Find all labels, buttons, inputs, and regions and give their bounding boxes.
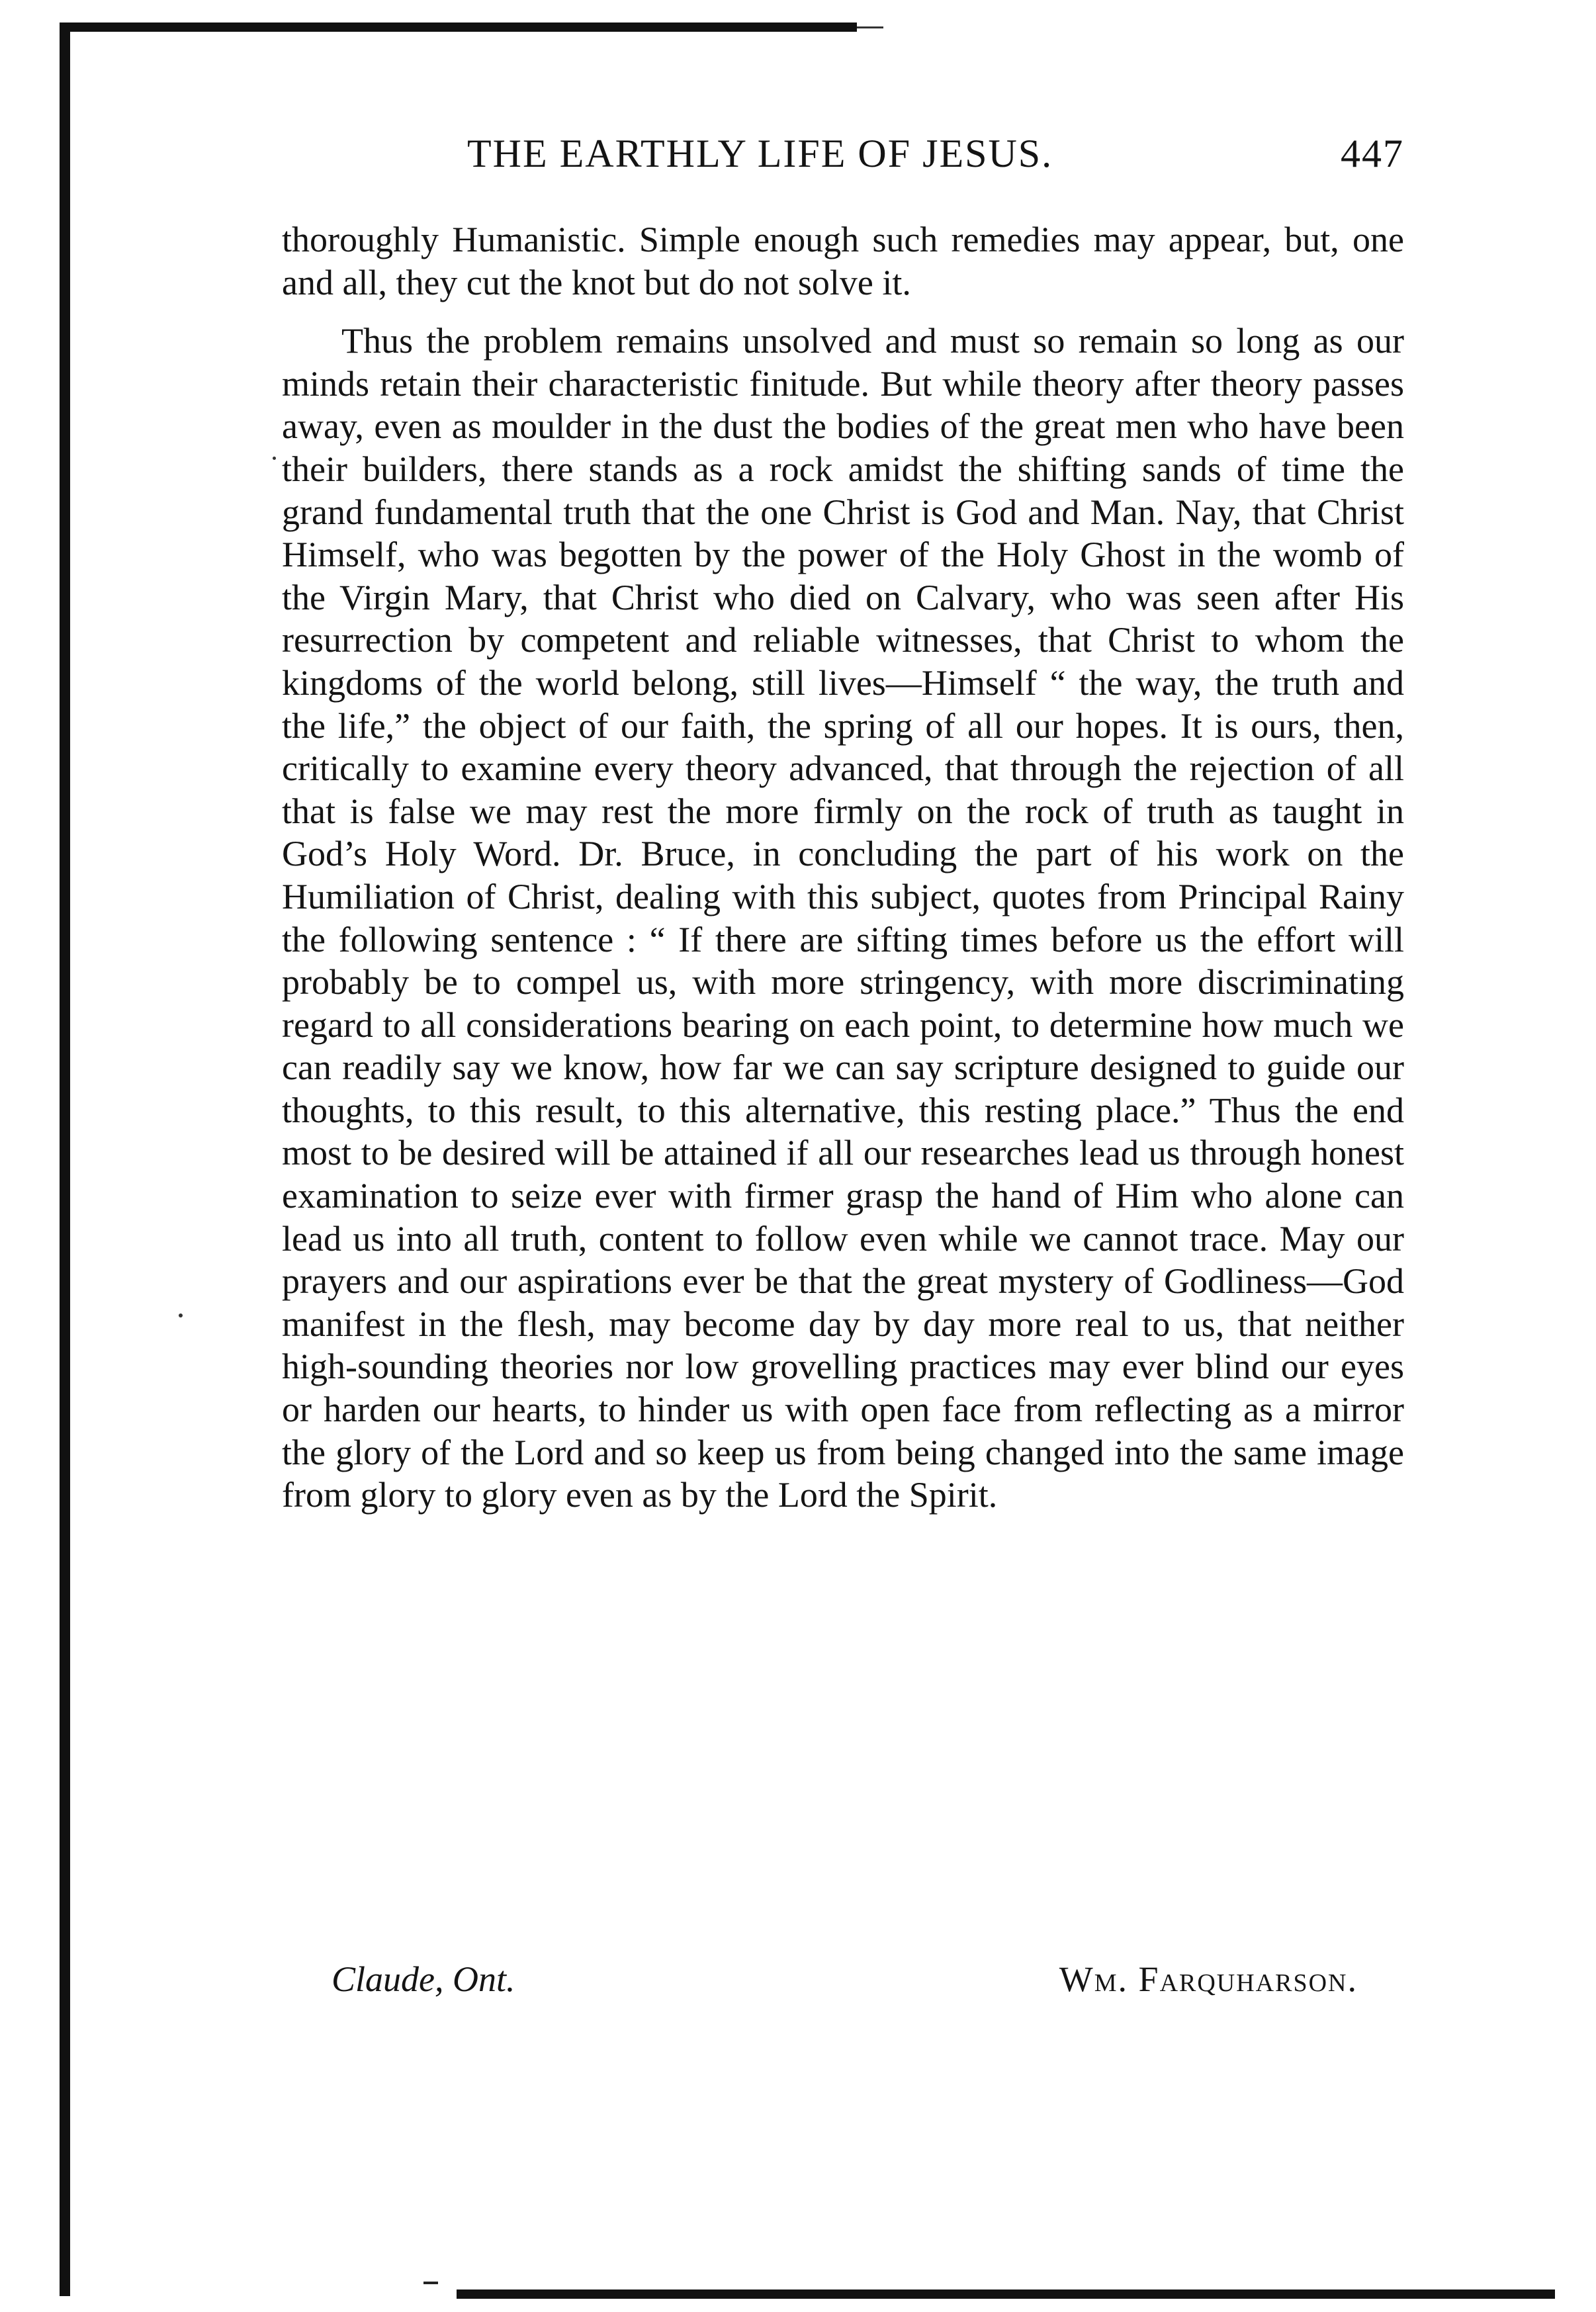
article-body [282,218,1404,1517]
scan-speck [179,1313,183,1317]
scan-top-rule-tail [857,26,883,28]
scan-top-rule [60,22,857,32]
paragraph: thoroughly Humanistic. Simple enough such remedies may appear, but, one and all, they cut the knot but do not solve it. [282,220,1404,302]
signature-place: Claude, Ont. [332,1959,515,1999]
scan-bottom-dash [423,2282,438,2284]
scan-left-edge [60,32,70,2296]
running-title: THE EARTHLY LIFE OF JESUS. [467,132,1053,175]
page-number: 447 [1341,132,1404,175]
signature-block [282,1959,1404,2012]
running-header [282,126,1404,185]
signature-author: Wm. Farquharson. [1059,1959,1358,1999]
scan-speck [273,457,276,460]
scan-bottom-rule [457,2290,1555,2299]
paragraph: Thus the problem remains unsolved and must so remain so long as our minds retain their characteristic finitude. But while theory after theory passes away, even as moulder in the dust the bodies of the great men who have been their builders, there stands as a rock amidst the shifting sands of time the grand fundamental truth that the one Christ is God and Man. Nay, that Christ Himself, who was begotten by the power of the Holy Ghost in the womb of the Virgin Mary, that Christ who died on Calvary, who was seen after His resurrection by competent and reliable witnesses, that Christ to whom the kingdoms of the world belong, still lives—Himself “ the way, the truth and the life,” the object of our faith, the spring of all our hopes. It is ours, then, critically to examine every theory advanced, that through the rejection of all that is false we may rest the more firmly on the rock of truth as taught in God’s Holy Word. Dr. Bruce, in concluding the part of his work on the Humiliation of Christ, dealing with this subject, quotes from Principal Rainy the following sentence : “ If there are sifting times before us the effort will probably be to compel us, with more stringency, with more discriminating regard to all considerations bearing on each point, to determine how much we can readily say we know, how far we can say scripture designed to guide our thoughts, to this result, to this alternative, this resting place.” Thus the end most to be desired will be attained if all our researches lead us through honest examination to seize ever with firmer grasp the hand of Him who alone can lead us into all truth, content to follow even while we cannot trace. May our prayers and our aspirations ever be that the great mystery of Godliness—God manifest in the flesh, may become day by day more real to us, that neither high-sounding theories nor low grovelling practices may ever blind our eyes or harden our hearts, to hinder us with open face from reflecting as a mirror the glory of the Lord and so keep us from being changed into the same image from glory to glory even as by the Lord the Spirit. [282,321,1404,1515]
